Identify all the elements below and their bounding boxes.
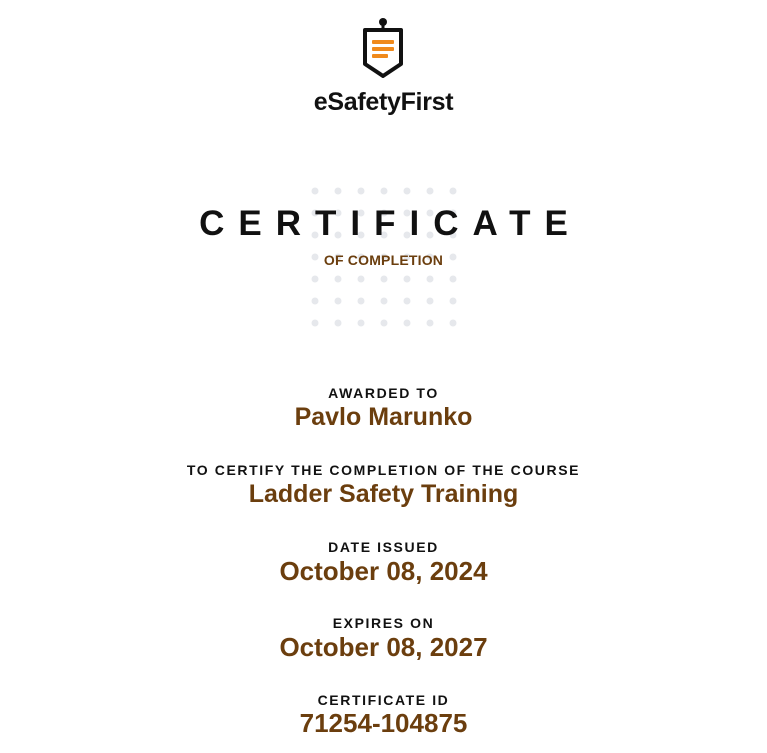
course-value: Ladder Safety Training xyxy=(248,480,519,508)
brand-name: eSafetyFirst xyxy=(313,88,454,116)
awarded-to-value: Pavlo Marunko xyxy=(294,403,473,431)
certificate-id-label: CERTIFICATE ID xyxy=(317,692,450,708)
expires-on-label: EXPIRES ON xyxy=(332,615,435,631)
expires-on-value: October 08, 2027 xyxy=(279,632,488,662)
awarded-to-label: AWARDED TO xyxy=(328,385,439,401)
certificate-id-value: 71254-104875 xyxy=(299,708,468,738)
date-issued-value: October 08, 2024 xyxy=(279,556,488,586)
date-issued-label: DATE ISSUED xyxy=(328,539,439,555)
course-label: TO CERTIFY THE COMPLETION OF THE COURSE xyxy=(186,462,581,478)
certificate-subtitle: OF COMPLETION xyxy=(323,252,444,268)
clipboard-shield-icon xyxy=(361,16,405,78)
certificate-title: CERTIFICATE xyxy=(199,204,582,243)
